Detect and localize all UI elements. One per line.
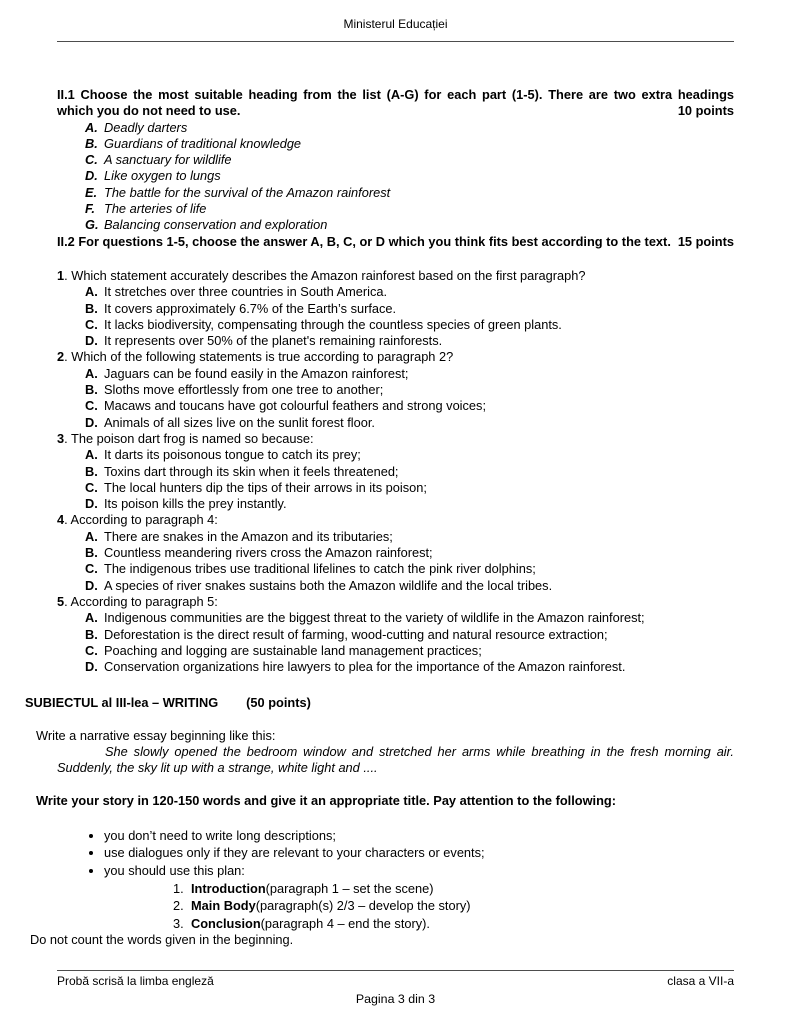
answer-option-row (57, 464, 734, 480)
question-block (57, 594, 734, 675)
heading-option-letter: D. (85, 168, 98, 184)
answer-option-letter: A. (85, 365, 98, 381)
answer-option-text: Animals of all sizes live on the sunlit forest floor. (104, 414, 375, 430)
heading-option-text: Balancing conservation and exploration (104, 217, 328, 233)
footer-divider (57, 970, 734, 971)
plan-item-text: (paragraph 4 – end the story). (260, 915, 430, 931)
answer-option-letter: D. (85, 333, 98, 349)
answer-option-row (57, 415, 734, 431)
section-II1 (57, 87, 734, 234)
answer-option-row (57, 610, 734, 626)
section-III (25, 695, 734, 948)
questions-list (57, 268, 734, 675)
answer-option-letter: B. (85, 545, 98, 561)
footer-page-number: Pagina 3 din 3 (355, 992, 436, 1006)
task-II2-points: 15 points (677, 233, 734, 249)
answer-option-letter: C. (85, 642, 98, 658)
answer-option-text: Conservation organizations hire lawyers to plea for the importance of the Amazon rainforest. (104, 659, 626, 675)
plan-item-keyword: Conclusion (191, 915, 261, 931)
answer-option-row (57, 643, 734, 659)
page-footer (57, 970, 734, 1007)
answer-option-letter: D. (85, 414, 98, 430)
plan-item-number: 1. (173, 880, 184, 896)
heading-option-row (57, 185, 734, 201)
answer-option-row (57, 496, 734, 512)
answer-option-row (57, 382, 734, 398)
question-block (57, 512, 734, 593)
guideline-item: • you should use this plan: (104, 862, 734, 880)
answer-option-row (57, 627, 734, 643)
answer-option-text: The local hunters dip the tips of their arrows in its poison; (104, 479, 427, 495)
section-II2 (57, 234, 734, 676)
answer-option-text: The indigenous tribes use traditional lifelines to catch the pink river dolphins; (104, 561, 536, 577)
answer-option-letter: D. (85, 659, 98, 675)
question-number: 4 (57, 512, 65, 528)
answer-option-text: Poaching and logging are sustainable land management practices; (104, 642, 482, 658)
answer-option-text: Sloths move effortlessly from one tree to another; (104, 382, 384, 398)
page-body (25, 87, 734, 949)
answer-option-row (57, 447, 734, 463)
answer-option-row (57, 317, 734, 333)
plan-item (57, 915, 734, 933)
header-divider (57, 41, 734, 42)
heading-option-row (57, 168, 734, 184)
answer-option-row (57, 301, 734, 317)
heading-option-text: Like oxygen to lungs (104, 168, 221, 184)
footer-grade: clasa a VII-a (667, 974, 734, 988)
guideline-item: • use dialogues only if they are relevant to your characters or events; (104, 844, 734, 862)
answer-option-letter: C. (85, 316, 98, 332)
heading-option-row (57, 120, 734, 136)
essay-plan-list (57, 880, 734, 933)
plan-item-text: (paragraph(s) 2/3 – develop the story) (255, 898, 471, 914)
answer-option-row (57, 561, 734, 577)
answer-option-letter: A. (85, 284, 98, 300)
answer-option-row (57, 578, 734, 594)
question-line (57, 268, 734, 284)
heading-option-letter: C. (85, 152, 98, 168)
answer-option-letter: D. (85, 577, 98, 593)
page-header (57, 16, 734, 42)
answer-option-letter: C. (85, 561, 98, 577)
writing-intro: Write a narrative essay beginning like this: (36, 727, 276, 743)
heading-option-row (57, 217, 734, 233)
answer-option-text: Jaguars can be found easily in the Amazon rainforest; (104, 365, 409, 381)
heading-option-text: Guardians of traditional knowledge (104, 135, 302, 151)
closing-note: Do not count the words given in the beginning. (30, 932, 294, 948)
heading-option-row (57, 152, 734, 168)
ministry-title: Ministerul Educației (343, 17, 448, 31)
answer-option-text: A species of river snakes sustains both the Amazon wildlife and the local tribes. (104, 577, 553, 593)
heading-option-text: A sanctuary for wildlife (104, 152, 232, 168)
writing-prompt-quote: She slowly opened the bedroom window and stretched her arms while breathing in the fresh morning air. Suddenly, the sky lit up with a strange, white light and .... (57, 743, 734, 776)
subiectul-III-heading (25, 695, 734, 711)
question-text: . According to paragraph 5: (64, 593, 218, 609)
footer-row (57, 974, 734, 989)
guideline-item: • you don’t need to write long descriptions; (104, 827, 734, 845)
heading-option-row (57, 136, 734, 152)
answer-option-text: It covers approximately 6.7% of the Earth’s surface. (104, 300, 397, 316)
heading-option-text: Deadly darters (104, 119, 188, 135)
question-text: . According to paragraph 4: (64, 512, 218, 528)
answer-option-row (57, 529, 734, 545)
answer-option-letter: D. (85, 496, 98, 512)
question-text: . The poison dart frog is named so because: (64, 430, 314, 446)
heading-option-row (57, 201, 734, 217)
question-block (57, 431, 734, 512)
answer-option-row (57, 398, 734, 414)
plan-item (57, 897, 734, 915)
heading-option-text: The battle for the survival of the Amazon rainforest (104, 184, 391, 200)
answer-option-letter: A. (85, 528, 98, 544)
heading-option-text: The arteries of life (104, 201, 207, 217)
answer-option-row (57, 659, 734, 675)
heading-option-letter: F. (85, 201, 95, 217)
question-line (57, 512, 734, 528)
answer-option-row (57, 366, 734, 382)
question-number: 2 (57, 349, 65, 365)
footer-exam-name: Probă scrisă la limba engleză (57, 974, 214, 988)
answer-option-letter: A. (85, 610, 98, 626)
heading-option-letter: B. (85, 135, 98, 151)
answer-option-text: Countless meandering rivers cross the Amazon rainforest; (104, 545, 433, 561)
plan-item-keyword: Main Body (191, 898, 256, 914)
answer-option-letter: C. (85, 479, 98, 495)
answer-option-text: It darts its poisonous tongue to catch its prey; (104, 447, 361, 463)
question-number: 3 (57, 430, 65, 446)
answer-option-row (57, 333, 734, 349)
task-II1-points: 10 points (677, 103, 734, 119)
answer-option-letter: C. (85, 398, 98, 414)
answer-option-text: Toxins dart through its skin when it feels threatened; (104, 463, 399, 479)
answer-option-text: It lacks biodiversity, compensating through the countless species of green plants. (104, 316, 562, 332)
writing-instruction: Write your story in 120-150 words and give it an appropriate title. Pay attention to the following: (36, 792, 616, 808)
question-number: 1 (57, 267, 65, 283)
plan-item-number: 2. (173, 898, 184, 914)
heading-option-letter: G. (85, 217, 99, 233)
answer-option-row (57, 545, 734, 561)
task-II2-heading (57, 234, 734, 250)
answer-option-letter: B. (85, 300, 98, 316)
task-II2-text: II.2 For questions 1-5, choose the answer A, B, C, or D which you think fits best according to the text. (57, 233, 671, 249)
question-text: . Which statement accurately describes the Amazon rainforest based on the first paragraph? (64, 267, 586, 283)
answer-option-row (57, 480, 734, 496)
task-II1-text: II.1 Choose the most suitable heading from the list (A-G) for each part (1-5). There are two extra headings which you do not need to use. (57, 87, 734, 119)
question-block (57, 268, 734, 349)
heading-option-letter: A. (85, 119, 98, 135)
task-II1-heading (57, 87, 734, 120)
answer-option-row (57, 284, 734, 300)
answer-option-text: Macaws and toucans have got colourful feathers and strong voices; (104, 398, 486, 414)
answer-option-text: It represents over 50% of the planet's remaining rainforests. (104, 333, 443, 349)
question-line (57, 431, 734, 447)
plan-item-text: (paragraph 1 – set the scene) (265, 880, 434, 896)
answer-option-letter: B. (85, 626, 98, 642)
answer-option-text: There are snakes in the Amazon and its tributaries; (104, 528, 393, 544)
question-number: 5 (57, 593, 65, 609)
plan-item (57, 880, 734, 898)
writing-guidelines-list (104, 827, 734, 880)
question-line (57, 349, 734, 365)
answer-option-text: Its poison kills the prey instantly. (104, 496, 287, 512)
heading-option-letter: E. (85, 184, 98, 200)
subiectul-III-title: SUBIECTUL al III-lea – WRITING (25, 695, 219, 711)
answer-option-text: Indigenous communities are the biggest threat to the variety of wildlife in the Amazon rainforest; (104, 610, 645, 626)
subiectul-III-points: (50 points) (246, 695, 311, 711)
plan-item-number: 3. (173, 915, 184, 931)
question-text: . Which of the following statements is true according to paragraph 2? (64, 349, 454, 365)
answer-option-letter: B. (85, 382, 98, 398)
question-block (57, 349, 734, 430)
answer-option-letter: B. (85, 463, 98, 479)
answer-option-letter: A. (85, 447, 98, 463)
answer-option-text: Deforestation is the direct result of farming, wood-cutting and natural resource extraction; (104, 626, 608, 642)
answer-option-text: It stretches over three countries in South America. (104, 284, 388, 300)
question-line (57, 594, 734, 610)
plan-item-keyword: Introduction (191, 880, 266, 896)
